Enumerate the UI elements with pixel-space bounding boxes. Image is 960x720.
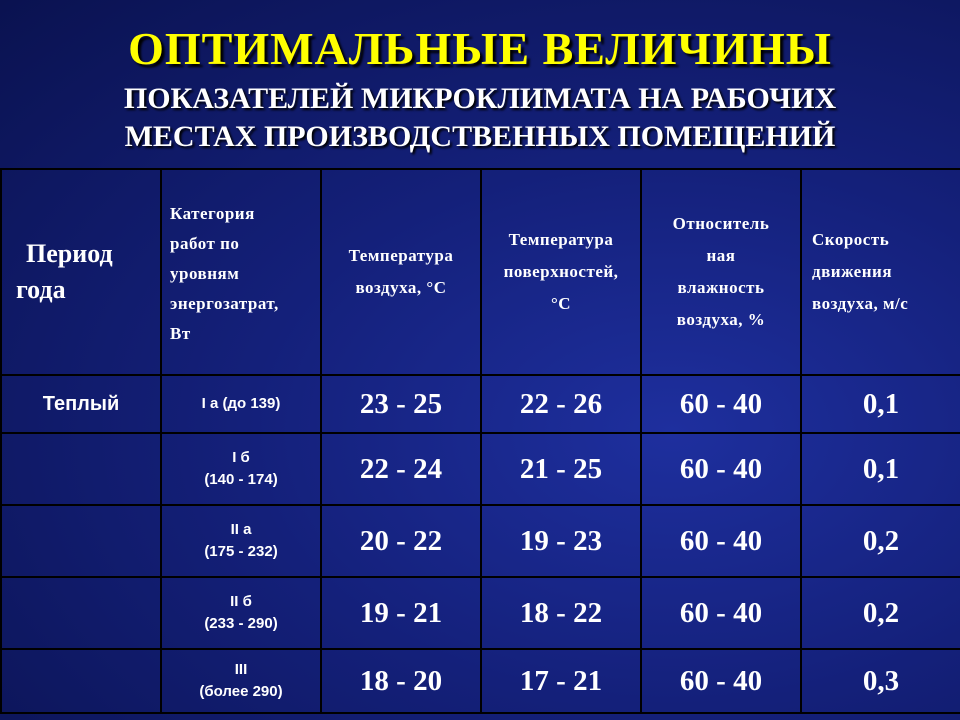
header-air-speed-line: движения [812, 262, 893, 281]
category-cell [161, 505, 321, 577]
air-speed-cell: 0,2 [801, 505, 960, 577]
table-row [1, 649, 960, 713]
air-temperature-cell: 18 - 20 [321, 649, 481, 713]
header-humidity-line: влажность [677, 278, 765, 297]
category-line: I б [232, 449, 250, 466]
page-title: ОПТИМАЛЬНЫЕ ВЕЛИЧИНЫ [128, 23, 832, 74]
header-period-line: года [16, 275, 66, 304]
category-line: (140 - 174) [204, 471, 278, 488]
header-category [161, 169, 321, 375]
header-air-temperature-line: воздуха, °С [355, 278, 447, 297]
period-cell [1, 433, 161, 505]
category-cell [161, 375, 321, 433]
header-air-speed-line: воздуха, м/с [812, 294, 909, 313]
header-air-temperature-line: Температура [348, 246, 454, 265]
header-humidity-line: ная [706, 246, 736, 265]
table-row [1, 505, 960, 577]
air-temperature-cell: 22 - 24 [321, 433, 481, 505]
period-cell [1, 649, 161, 713]
category-line: (175 - 232) [204, 543, 278, 560]
category-line: II б [230, 593, 252, 610]
header-category-line: Категория [170, 204, 255, 223]
header-humidity-line: Относитель [672, 214, 770, 233]
header-surface-temperature-line: поверхностей, [503, 262, 619, 281]
page-subtitle-line-2: МЕСТАХ ПРОИЗВОДСТВЕННЫХ ПОМЕЩЕНИЙ [124, 120, 836, 153]
category-line: (233 - 290) [204, 615, 278, 632]
table-row [1, 375, 960, 433]
title-block [0, 0, 960, 168]
period-cell [1, 505, 161, 577]
humidity-cell: 60 - 40 [641, 577, 801, 649]
surface-temperature-cell: 22 - 26 [481, 375, 641, 433]
header-surface-temperature [481, 169, 641, 375]
header-air-temperature [321, 169, 481, 375]
surface-temperature-cell: 17 - 21 [481, 649, 641, 713]
air-temperature-cell: 23 - 25 [321, 375, 481, 433]
header-category-line: Вт [170, 324, 191, 343]
header-air-speed [801, 169, 960, 375]
header-surface-temperature-line: Температура [508, 230, 614, 249]
header-category-line: энергозатрат, [170, 294, 279, 313]
humidity-cell: 60 - 40 [641, 649, 801, 713]
humidity-cell: 60 - 40 [641, 375, 801, 433]
surface-temperature-cell: 21 - 25 [481, 433, 641, 505]
air-speed-cell: 0,2 [801, 577, 960, 649]
header-air-speed-line: Скорость [812, 230, 890, 249]
air-speed-cell: 0,3 [801, 649, 960, 713]
header-category-line: уровням [170, 264, 240, 283]
humidity-cell: 60 - 40 [641, 433, 801, 505]
table-header-row [1, 169, 960, 375]
category-cell [161, 649, 321, 713]
air-speed-cell: 0,1 [801, 433, 960, 505]
category-line: II а [230, 521, 252, 538]
category-line: III [234, 661, 248, 678]
header-category-line: работ по [170, 234, 240, 253]
header-surface-temperature-line: °С [550, 294, 572, 313]
category-line: (более 290) [199, 683, 283, 700]
period-cell [1, 577, 161, 649]
air-temperature-cell: 19 - 21 [321, 577, 481, 649]
surface-temperature-cell: 19 - 23 [481, 505, 641, 577]
category-line: I а (до 139) [201, 395, 281, 412]
air-temperature-cell: 20 - 22 [321, 505, 481, 577]
header-period-line: Период [26, 239, 113, 268]
header-humidity-line: воздуха, % [676, 310, 766, 329]
category-cell [161, 433, 321, 505]
microclimate-table [0, 168, 960, 714]
table-row [1, 577, 960, 649]
surface-temperature-cell: 18 - 22 [481, 577, 641, 649]
period-cell: Теплый [1, 375, 161, 433]
header-humidity [641, 169, 801, 375]
page-subtitle-line-1: ПОКАЗАТЕЛЕЙ МИКРОКЛИМАТА НА РАБОЧИХ [123, 82, 837, 115]
table-row [1, 433, 960, 505]
header-period [1, 169, 161, 375]
air-speed-cell: 0,1 [801, 375, 960, 433]
humidity-cell: 60 - 40 [641, 505, 801, 577]
category-cell [161, 577, 321, 649]
